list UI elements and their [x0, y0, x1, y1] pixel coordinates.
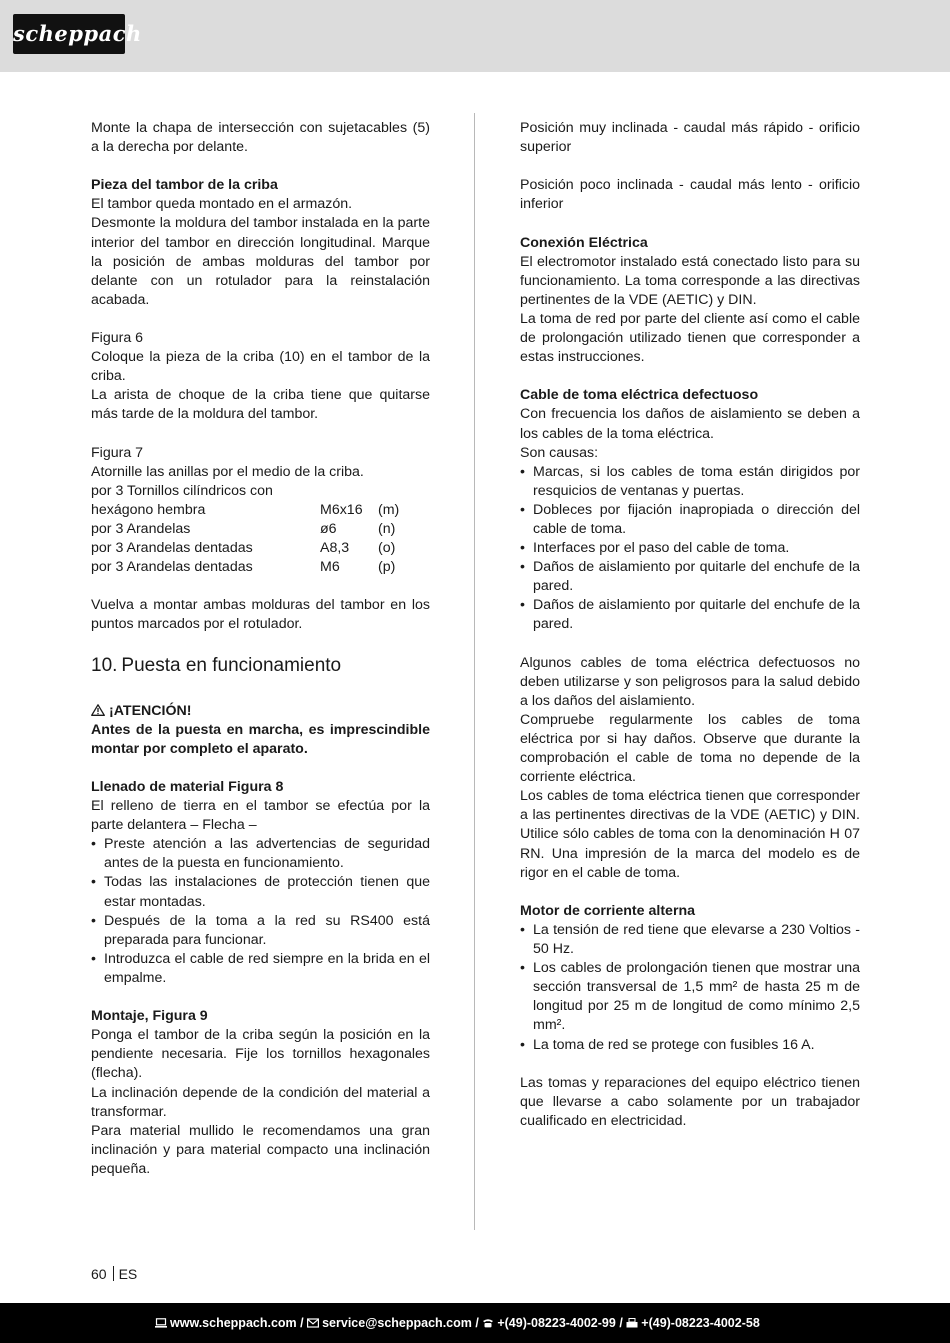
warning-block: [91, 702, 430, 759]
section-motor: [520, 902, 860, 1055]
page-number-value: 60: [91, 1266, 107, 1282]
page-language: ES: [118, 1266, 138, 1282]
list-item: • Preste atención a las advertencias de seguridad antes de la puesta en funcionamiento.: [91, 835, 430, 873]
spec-ref: (o): [378, 540, 396, 557]
footer-bar: [0, 1303, 950, 1343]
paragraph-line: Los cables de toma eléctrica tienen que corresponder a las pertinentes directivas de la VDE (AETIC) y DIN. Utilice sólo cables de toma con la denominación H 07 RN. Una impresión de la marca del modelo es de rigor en el cable de toma.: [520, 788, 860, 881]
section-cable-defectuoso: [520, 386, 860, 634]
list-item: • Daños de aislamiento por quitarle del enchufe de la pared.: [520, 558, 860, 596]
phone-icon: [482, 1318, 494, 1328]
paragraph-chapa: [91, 119, 430, 157]
fax-icon: [626, 1318, 638, 1328]
bullet-list: [520, 921, 860, 1055]
spec-row: [91, 539, 430, 558]
paragraph-line: Vuelva a montar ambas molduras del tambor en los puntos marcados por el rotulador.: [91, 597, 430, 633]
subheading-conexion: Conexión Eléctrica: [520, 234, 648, 251]
paragraph-line: La inclinación depende de la condición del material a transformar.: [91, 1084, 430, 1120]
paragraph-inclinada: [520, 119, 860, 157]
subheading-tambor: Pieza del tambor de la criba: [91, 177, 278, 194]
list-item: • Daños de aislamiento por quitarle del enchufe de la pared.: [520, 596, 860, 634]
list-item: • Todas las instalaciones de protección tienen que estar montadas.: [91, 873, 430, 911]
paragraph-poco-inclinada: [520, 176, 860, 214]
paragraph-line: Con frecuencia los daños de aislamiento se deben a los cables de la toma eléctrica.: [520, 406, 860, 442]
computer-icon: [155, 1318, 167, 1328]
spec-desc: por 3 Arandelas dentadas: [91, 540, 253, 557]
spec-desc: hexágono hembra: [91, 501, 206, 518]
warning-triangle-icon: [91, 704, 105, 716]
list-item: • Después de la toma a la red su RS400 está preparada para funcionar.: [91, 912, 430, 950]
spec-size: M6x16: [320, 501, 363, 518]
section-llenado: [91, 778, 430, 988]
list-item: • Introduzca el cable de red siempre en la brida en el empalme.: [91, 950, 430, 988]
spec-ref: (p): [378, 559, 396, 576]
spec-ref: (m): [378, 501, 400, 518]
section-title: [91, 654, 430, 678]
list-item: • Marcas, si los cables de toma están dirigidos por resquicios de ventanas y puertas.: [520, 463, 860, 501]
footer-email-link[interactable]: service@scheppach.com: [322, 1316, 472, 1330]
list-item: • Interfaces por el paso del cable de toma.: [520, 539, 860, 558]
paragraph-line: Posición poco inclinada - caudal más lento - orificio inferior: [520, 177, 860, 213]
spec-row: [91, 520, 430, 539]
section-figura-6: [91, 329, 430, 424]
paragraph-line: Algunos cables de toma eléctrica defectuosos no deben utilizarse y son peligrosos para la salud debido a los daños del aislamiento.: [520, 654, 860, 709]
paragraph-line: El relleno de tierra en el tambor se efectúa por la parte delantera – Flecha –: [91, 798, 430, 834]
paragraph-line: Coloque la pieza de la criba (10) en el tambor de la criba.: [91, 349, 430, 385]
section-number: 10.: [91, 654, 118, 676]
figure-label: Figura 7: [91, 444, 144, 461]
paragraph-line: Las tomas y reparaciones del equipo eléctrico tienen que llevarse a cabo solamente por un trabajador cualificado en electricidad.: [520, 1074, 860, 1129]
paragraph-molduras: [91, 596, 430, 634]
paragraph-line: Compruebe regularmente los cables de toma eléctrica por si hay daños. Observe que durante la comprobación el cable de toma no depende de la corriente eléctrica.: [520, 711, 860, 786]
paragraph-line: Atornille las anillas por el medio de la criba.: [91, 463, 364, 480]
warning-title: ¡ATENCIÓN!: [109, 702, 192, 719]
paragraph-cables-defectuosos: [520, 654, 860, 883]
paragraph-line: El electromotor instalado está conectado listo para su funcionamiento. La toma corresponde a las directivas pertinentes de la VDE (AETIC) y DIN.: [520, 253, 860, 308]
list-item: • Dobleces por fijación inapropiada o dirección del cable de toma.: [520, 501, 860, 539]
paragraph-line: El tambor queda montado en el armazón.: [91, 196, 353, 213]
bullet-list: [520, 463, 860, 635]
left-column: [91, 119, 430, 1198]
spec-row: [91, 501, 430, 520]
subheading-motor: Motor de corriente alterna: [520, 902, 696, 919]
footer-separator: /: [475, 1316, 479, 1330]
section-montaje: [91, 1007, 430, 1179]
page-number: [91, 1265, 137, 1283]
footer-fax: +(49)-08223-4002-58: [641, 1316, 760, 1330]
column-divider: [474, 113, 475, 1230]
spec-desc: por 3 Arandelas dentadas: [91, 559, 253, 576]
section-title-text: Puesta en funcionamiento: [121, 654, 342, 676]
list-item: • La tensión de red tiene que elevarse a 230 Voltios - 50 Hz.: [520, 921, 860, 959]
header-band: [0, 0, 950, 72]
paragraph-line: La arista de choque de la criba tiene que quitarse más tarde de la moldura del tambor.: [91, 387, 430, 423]
section-conexion: [520, 234, 860, 368]
paragraph-line: Monte la chapa de intersección con sujetacables (5) a la derecha por delante.: [91, 120, 430, 156]
scheppach-logo: scheppach: [13, 14, 125, 54]
figure-label: Figura 6: [91, 330, 144, 347]
email-icon: [307, 1318, 319, 1328]
subheading-llenado: Llenado de material Figura 8: [91, 779, 284, 795]
list-item: • La toma de red se protege con fusibles 16 A.: [520, 1036, 860, 1055]
spec-size: M6: [320, 559, 340, 576]
footer-contact: [155, 1303, 760, 1343]
paragraph-reparaciones: [520, 1074, 860, 1131]
warning-title-row: [91, 702, 430, 721]
warning-text: Antes de la puesta en marcha, es imprescindible montar por completo el aparato.: [91, 721, 430, 757]
spec-size: A8,3: [320, 540, 350, 557]
paragraph-line: Desmonte la moldura del tambor instalada en la parte interior del tambor en dirección longitudinal. Marque la posición de ambas molduras del tambor por delante con un rotulador para la reinstalación acabada.: [91, 215, 430, 308]
paragraph-line: Ponga el tambor de la criba según la posición en la pendiente necesaria. Fije los tornillos hexagonales (flecha).: [91, 1027, 430, 1082]
section-figura-7: [91, 444, 430, 578]
paragraph-line: La toma de red por parte del cliente así como el cable de prolongación utilizado tienen que corresponder a estas instrucciones.: [520, 310, 860, 366]
footer-separator: /: [300, 1316, 304, 1330]
right-column: [520, 119, 860, 1150]
paragraph-line: Son causas:: [520, 444, 599, 461]
spec-row: [91, 558, 430, 577]
paragraph-line: por 3 Tornillos cilíndricos con: [91, 482, 273, 499]
paragraph-line: Para material mullido le recomendamos una gran inclinación y para material compacto una inclinación pequeña.: [91, 1122, 430, 1177]
page-number-divider: [113, 1266, 114, 1281]
bullet-list: [91, 835, 430, 988]
paragraph-line: Posición muy inclinada - caudal más rápido - orificio superior: [520, 120, 860, 156]
spec-desc: por 3 Arandelas: [91, 520, 191, 537]
subheading-cable: Cable de toma eléctrica defectuoso: [520, 387, 759, 404]
subheading-montaje: Montaje, Figura 9: [91, 1008, 208, 1025]
footer-phone[interactable]: +(49)-08223-4002-99: [497, 1316, 616, 1330]
footer-website-link[interactable]: www.scheppach.com: [170, 1316, 297, 1330]
list-item: • Los cables de prolongación tienen que mostrar una sección transversal de 1,5 mm² de hasta 25 m de longitud por 25 m de longitud de como mínimo 2,5 mm².: [520, 959, 860, 1035]
section-tambor: [91, 176, 430, 310]
footer-separator: /: [619, 1316, 623, 1330]
spec-size: ø6: [320, 520, 337, 537]
spec-ref: (n): [378, 520, 396, 537]
